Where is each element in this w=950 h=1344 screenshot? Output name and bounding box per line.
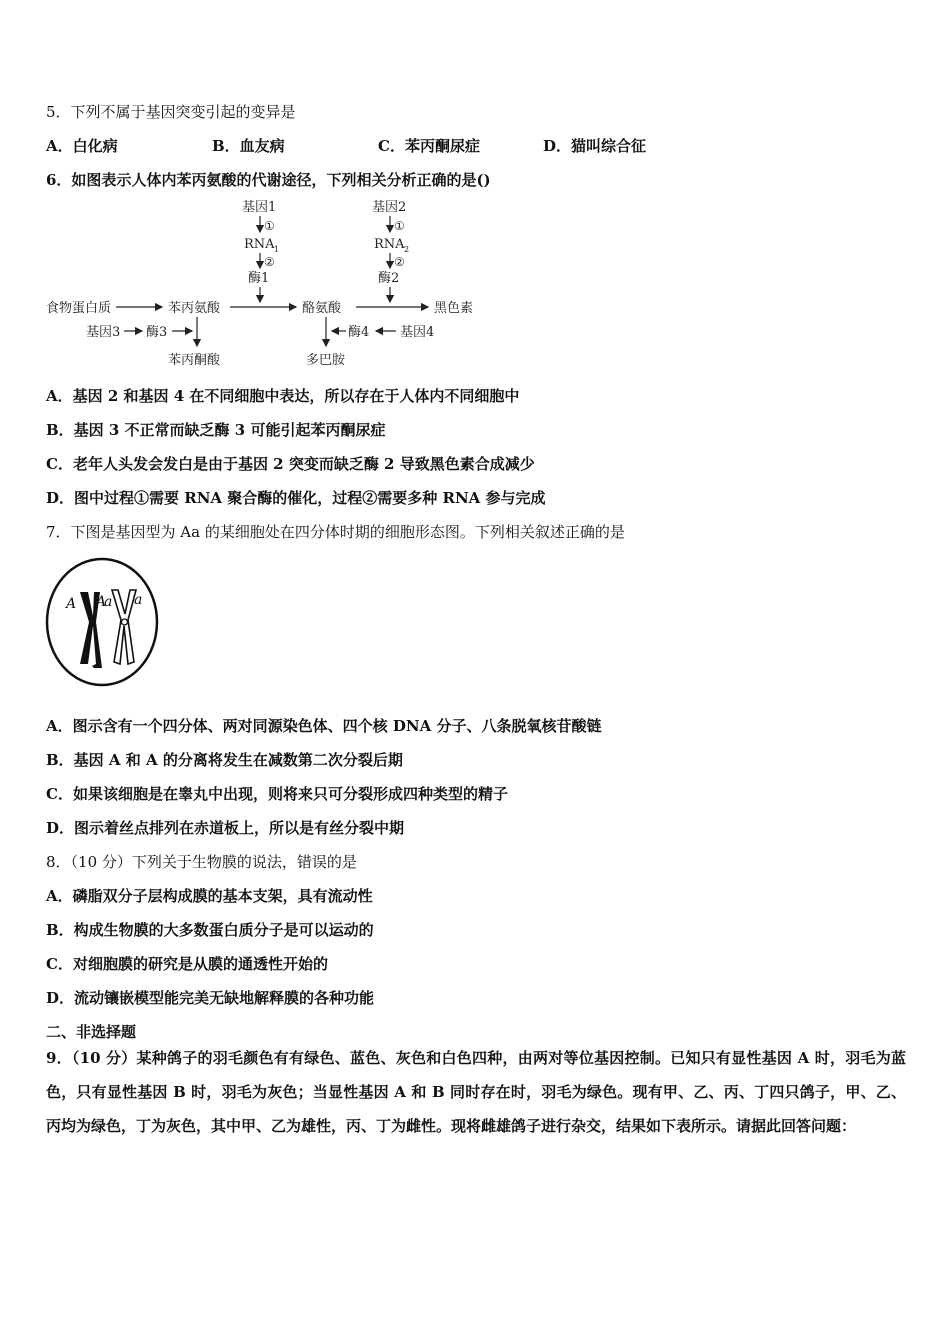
enzyme3-label: 酶3 <box>146 325 168 340</box>
allele-mid-A: A <box>96 594 107 610</box>
allele-left-A: A <box>66 596 77 612</box>
cell-outline <box>47 559 157 685</box>
tetrad-cell-diagram <box>44 556 160 688</box>
tyrosine-label: 酪氨酸 <box>302 301 342 316</box>
phenylpyruvate-label: 苯丙酮酸 <box>168 353 221 368</box>
centromere-right <box>122 619 128 625</box>
rna2-subscript: 2 <box>404 245 410 254</box>
phenylalanine-metabolism-diagram <box>44 196 494 374</box>
enzyme1-label: 酶1 <box>248 271 270 286</box>
gene4-label: 基因4 <box>400 325 435 340</box>
q5-option-c: C．苯丙酮尿症 <box>378 137 480 155</box>
q8-stem: 8．（10 分）下列关于生物膜的说法，错误的是 <box>46 853 357 871</box>
q5-stem: 5．下列不属于基因突变引起的变异是 <box>46 103 296 121</box>
q5-option-a: A．白化病 <box>46 137 118 155</box>
melanin-label: 黑色素 <box>434 301 474 316</box>
phenylalanine-label: 苯丙氨酸 <box>168 301 221 316</box>
centromere-left <box>90 619 96 625</box>
gene3-label: 基因3 <box>86 325 121 340</box>
rna1-subscript: 1 <box>274 245 280 254</box>
q5-option-d: D．猫叫综合征 <box>543 137 647 155</box>
q5-option-b: B．血友病 <box>212 137 285 155</box>
rna1-label: RNA <box>244 237 275 252</box>
q6-stem: 6．如图表示人体内苯丙氨酸的代谢途径，下列相关分析正确的是() <box>46 171 491 189</box>
gene1-label: 基因1 <box>242 200 277 215</box>
q8-option-a: A．磷脂双分子层构成膜的基本支架，具有流动性 <box>46 887 373 905</box>
allele-right-a: a <box>134 592 143 608</box>
q8-option-b: B．构成生物膜的大多数蛋白质分子是可以运动的 <box>46 921 374 939</box>
step2-marker: ② <box>264 255 275 269</box>
q8-option-d: D．流动镶嵌模型能完美无缺地解释膜的各种功能 <box>46 989 375 1007</box>
gene2-label: 基因2 <box>372 200 407 215</box>
q9-text: 9．（10 分）某种鸽子的羽毛颜色有有绿色、蓝色、灰色和白色四种，由两对等位基因控制。已知只有显性基因 A 时，羽毛为蓝色，只有显性基因 B 时，羽毛为灰色；当显性基因 A 和 B 同时存在时，羽毛为绿色。现有甲、乙、丙、丁四只鸽子，甲、乙、丙均为绿色，丁为灰色，其中甲、乙为雄性，丙、丁为雌性。现将雌雄鸽子进行杂交，结果如下表所示。请据此回答问题： <box>46 1049 906 1135</box>
q7-option-d: D．图示着丝点排列在赤道板上，所以是有丝分裂中期 <box>46 819 405 837</box>
q6-option-c: C．老年人头发会发白是由于基因 2 突变而缺乏酶 2 导致黑色素合成减少 <box>46 455 535 473</box>
dopamine-label: 多巴胺 <box>306 353 346 368</box>
section-heading: 二、非选择题 <box>46 1023 137 1041</box>
q7-option-b: B．基因 A 和 A 的分离将发生在减数第二次分裂后期 <box>46 751 403 769</box>
food-protein-label: 食物蛋白质 <box>46 301 112 316</box>
step2b-marker: ② <box>394 255 405 269</box>
enzyme4-label: 酶4 <box>348 325 370 340</box>
q6-option-d: D．图中过程①需要 RNA 聚合酶的催化，过程②需要多种 RNA 参与完成 <box>46 489 546 507</box>
rna2-label: RNA <box>374 237 405 252</box>
q7-option-c: C．如果该细胞是在睾丸中出现，则将来只可分裂形成四种类型的精子 <box>46 785 508 803</box>
q6-option-b: B．基因 3 不正常而缺乏酶 3 可能引起苯丙酮尿症 <box>46 421 386 439</box>
q8-option-c: C．对细胞膜的研究是从膜的通透性开始的 <box>46 955 328 973</box>
enzyme2-label: 酶2 <box>378 271 400 286</box>
step1b-marker: ① <box>394 219 405 233</box>
allele-mid-a: a <box>104 594 113 610</box>
light-chromosome <box>112 590 136 664</box>
step1-marker: ① <box>264 219 275 233</box>
q7-option-a: A．图示含有一个四分体、两对同源染色体、四个核 DNA 分子、八条脱氧核苷酸链 <box>46 717 602 735</box>
q6-option-a: A．基因 2 和基因 4 在不同细胞中表达，所以存在于人体内不同细胞中 <box>46 387 520 405</box>
q7-stem: 7．下图是基因型为 Aa 的某细胞处在四分体时期的细胞形态图。下列相关叙述正确的是 <box>46 523 625 541</box>
